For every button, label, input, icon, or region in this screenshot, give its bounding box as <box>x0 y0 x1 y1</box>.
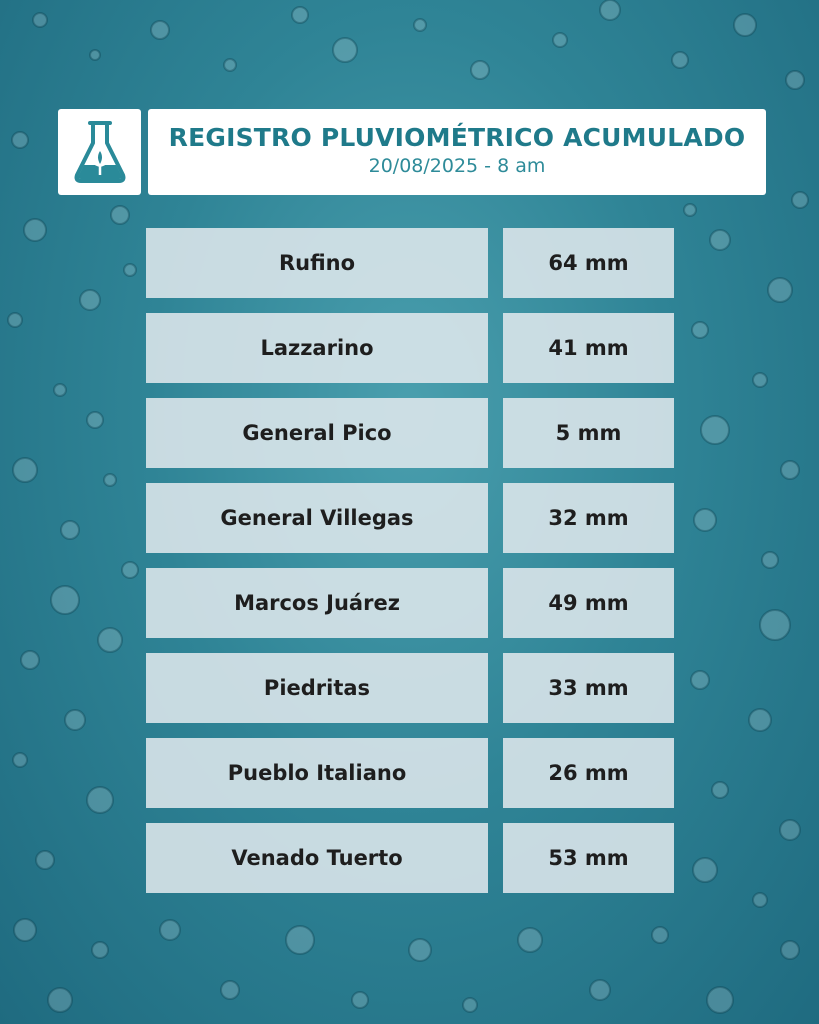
location-cell: Venado Tuerto <box>146 823 488 893</box>
table-row <box>146 313 674 383</box>
location-cell: General Pico <box>146 398 488 468</box>
table-row <box>146 823 674 893</box>
table-row <box>146 483 674 553</box>
rainfall-cell: 41 mm <box>503 313 674 383</box>
rainfall-cell: 33 mm <box>503 653 674 723</box>
location-cell: Lazzarino <box>146 313 488 383</box>
location-cell: General Villegas <box>146 483 488 553</box>
rainfall-cell: 64 mm <box>503 228 674 298</box>
table-row <box>146 228 674 298</box>
header-title-box <box>148 109 766 195</box>
flask-plant-icon <box>69 119 131 185</box>
rainfall-cell: 5 mm <box>503 398 674 468</box>
table-row <box>146 653 674 723</box>
table-row <box>146 398 674 468</box>
rainfall-cell: 26 mm <box>503 738 674 808</box>
location-cell: Marcos Juárez <box>146 568 488 638</box>
rainfall-cell: 49 mm <box>503 568 674 638</box>
table-row <box>146 738 674 808</box>
date-subtitle: 20/08/2025 - 8 am <box>368 155 546 177</box>
location-cell: Piedritas <box>146 653 488 723</box>
rainfall-cell: 53 mm <box>503 823 674 893</box>
rainfall-table <box>146 228 674 908</box>
page-title: REGISTRO PLUVIOMÉTRICO ACUMULADO <box>168 123 746 152</box>
logo-box <box>58 109 141 195</box>
table-row <box>146 568 674 638</box>
location-cell: Rufino <box>146 228 488 298</box>
rainfall-cell: 32 mm <box>503 483 674 553</box>
location-cell: Pueblo Italiano <box>146 738 488 808</box>
